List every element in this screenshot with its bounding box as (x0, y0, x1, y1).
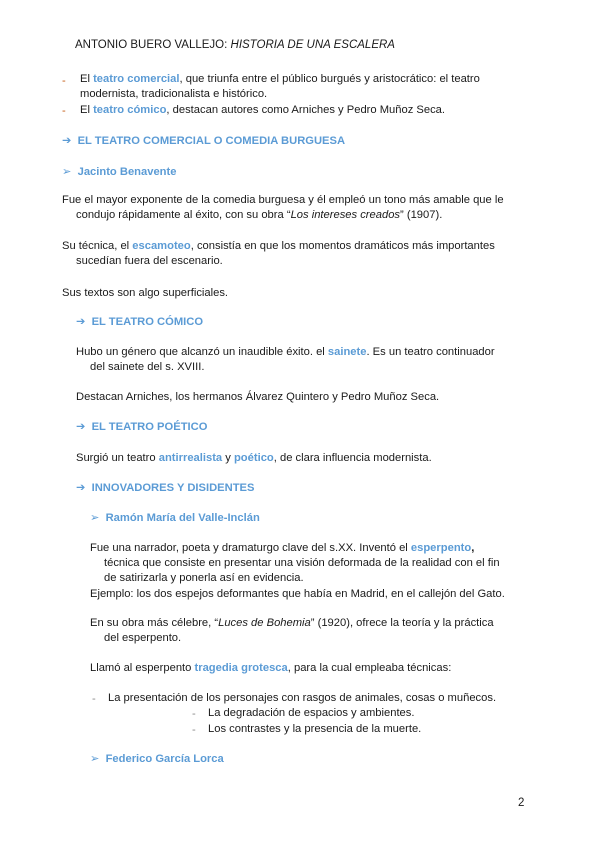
paragraph-tragedia-grotesca: Llamó al esperpento tragedia grotesca, para la cual empleaba técnicas: (90, 662, 452, 674)
paragraph-superficiales: Sus textos son algo superficiales. (62, 287, 229, 299)
highlight-tragedia-grotesca: tragedia grotesca (194, 662, 288, 674)
arrowhead-icon: ➢ (90, 753, 100, 765)
bullet-dash: - (62, 75, 66, 87)
highlight-antirrealista: antirrealista (158, 452, 223, 464)
arrowhead-icon: ➢ (62, 166, 72, 178)
subheading-benavente: ➢ Jacinto Benavente (62, 166, 177, 178)
page-number: 2 (518, 797, 525, 809)
header-title: HISTORIA DE UNA ESCALERA (230, 39, 395, 51)
highlight-esperpento: esperpento (410, 542, 472, 554)
subheading-valle-inclan: ➢ Ramón María del Valle-Inclán (90, 512, 260, 524)
paragraph-benavente: Fue el mayor exponente de la comedia burguesa y él empleó un tono más amable que le condujo rápidamente al éxito, con su obra “Los intereses creados” (1907). (62, 194, 504, 221)
highlight-poetico: poético (233, 452, 274, 464)
list-item: La presentación de los personajes con rasgos de animales, cosas o muñecos. (108, 692, 497, 704)
section-heading-poetico: ➔ EL TEATRO POÉTICO (76, 421, 208, 433)
section-heading-comico: ➔ EL TEATRO CÓMICO (76, 316, 204, 328)
paragraph-destacan: Destacan Arniches, los hermanos Álvarez Quintero y Pedro Muñoz Seca. (76, 391, 440, 403)
paragraph-ejemplo: Ejemplo: los dos espejos deformantes que había en Madrid, en el callejón del Gato. (90, 588, 505, 600)
paragraph-valle-inclan: Fue una narrador, poeta y dramaturgo clave del s.XX. Inventó el esperpento, técnica que consiste en presentar una visión deformada de la realidad con el fin de satirizarla y ponerla así en evidencia. (90, 542, 500, 584)
paragraph-tecnica: Su técnica, el escamoteo, consistía en que los momentos dramáticos más importantes sucedían fuera del escenario. (62, 240, 495, 267)
highlight-escamoteo: escamoteo (132, 240, 191, 252)
bullet-dash: - (62, 105, 66, 117)
paragraph-comico: Hubo un género que alcanzó un inaudible éxito. el sainete. Es un teatro continuador del sainete del s. XVIII. (76, 346, 495, 373)
arrow-icon: ➔ (76, 316, 86, 328)
highlight-sainete: sainete (327, 346, 367, 358)
section-heading-comercial: ➔ EL TEATRO COMERCIAL O COMEDIA BURGUESA (62, 135, 346, 147)
paragraph-luces-de-bohemia: En su obra más célebre, “Luces de Bohemia” (1920), ofrece la teoría y la práctica del esperpento. (90, 617, 494, 644)
paragraph-poetico: Surgió un teatro antirrealista y poético, de clara influencia modernista. (76, 452, 432, 464)
highlight-teatro-comercial: teatro comercial (93, 73, 180, 85)
header-author: ANTONIO BUERO VALLEJO: (75, 39, 231, 51)
page-header (75, 38, 395, 52)
list-item: Los contrastes y la presencia de la muerte. (208, 723, 422, 735)
highlight-teatro-comico: teatro cómico (93, 104, 167, 116)
arrow-icon: ➔ (76, 482, 86, 494)
list-item: El teatro cómico, destacan autores como Arniches y Pedro Muñoz Seca. (80, 104, 446, 116)
list-item: La degradación de espacios y ambientes. (208, 707, 415, 719)
arrow-icon: ➔ (62, 135, 72, 147)
bullet-dash: - (192, 708, 196, 720)
arrowhead-icon: ➢ (90, 512, 100, 524)
subheading-garcia-lorca: ➢ Federico García Lorca (90, 753, 224, 765)
section-heading-innovadores: ➔ INNOVADORES Y DISIDENTES (76, 482, 255, 494)
list-item: El teatro comercial, que triunfa entre el público burgués y aristocrático: el teatro modernista, tradicionalista e histórico. (80, 73, 480, 100)
arrow-icon: ➔ (76, 421, 86, 433)
bullet-dash: - (92, 693, 96, 705)
bullet-dash: - (192, 724, 196, 736)
